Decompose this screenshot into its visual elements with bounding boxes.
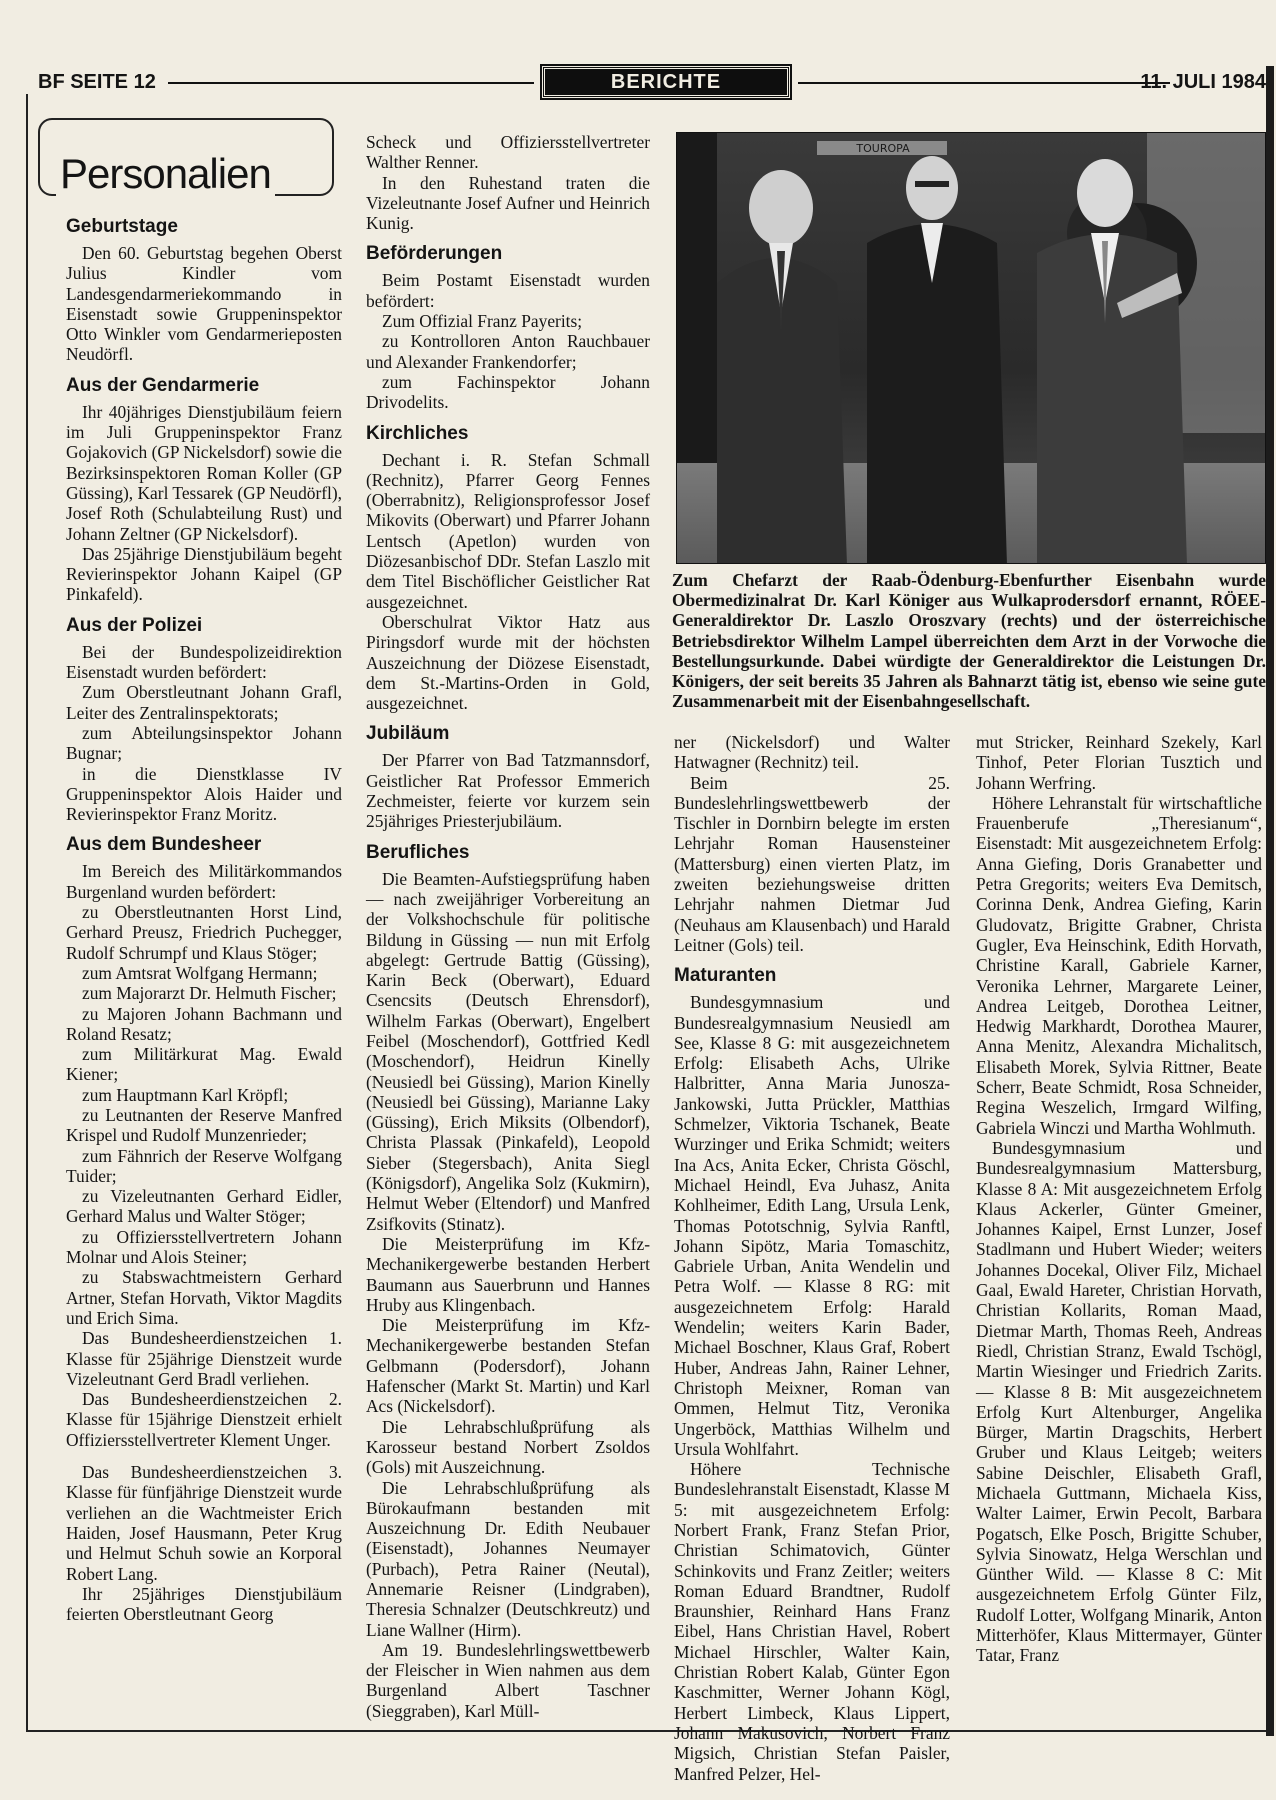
left-border-rule	[26, 94, 28, 1730]
paragraph: Das 25jährige Dienstjubiläum begeht Revierinspektor Johann Kaipel (GP Pinkafeld).	[66, 543, 342, 605]
heading-gendarmerie: Aus der Gendarmerie	[66, 374, 260, 396]
paragraph: Das Bundesheerdienstzeichen 2. Klasse für 15jährige Dienstzeit erhielt Offiziersstellvertreter Klement Unger.	[66, 1389, 342, 1450]
column-2	[366, 132, 650, 1721]
heading-berufliches: Berufliches	[366, 841, 470, 863]
paragraph: ner (Nickelsdorf) und Walter Hatwagner (Rechnitz) teil.	[674, 732, 950, 773]
paragraph: Die Lehrabschlußprüfung als Bürokaufmann bestanden mit Auszeichnung Dr. Edith Neubauer (Eisenstadt), Johannes Neumayer (Purbach), Petra Rainer (Neutal), Annemarie Reisner (Lindgraben), Theresia Schnalzer (Deutschkreutz) und Liane Wallner (Hirm).	[366, 1477, 650, 1640]
paragraph: zu Stabswachtmeistern Gerhard Artner, Stefan Horvath, Viktor Magdits und Erich Sima.	[66, 1267, 342, 1328]
paragraph: Der Pfarrer von Bad Tatzmannsdorf, Geistlicher Rat Professor Emmerich Zechmeister, feierte vor kurzem sein 25jähriges Priesterjubiläum.	[366, 750, 650, 832]
paragraph: zum Majorarzt Dr. Helmuth Fischer;	[82, 983, 337, 1004]
paragraph: zu Offiziersstellvertretern Johann Molnar und Alois Steiner;	[66, 1226, 342, 1268]
news-photo	[676, 132, 1266, 564]
paragraph: Höhere Technische Bundeslehranstalt Eisenstadt, Klasse M 5: mit ausgezeichnetem Erfolg: Norbert Frank, Franz Stefan Prior, Christian Schimatovich, Günter Schinkovits und Franz Zeitler; weiters Roman Eduard Brandtner, Rudolf Braunshier, Reinhard Hans Franz Eibel, Hans Christian Havel, Robert Michael Hirschler, Walter Kain, Christian Robert Kalab, Günter Egon Kaschmitter, Werner Johann Kögl, Herbert Limbeck, Klaus Lippert, Johann Makusovich, Norbert Franz Migsich, Christian Stefan Paisler, Manfred Pelzer, Hel-	[674, 1459, 950, 1784]
page-header	[38, 66, 1266, 100]
paragraph: in die Dienstklasse IV Gruppeninspektor Alois Haider und Revierinspektor Franz Moritz.	[66, 763, 342, 825]
paragraph: Bundesgymnasium und Bundesrealgymnasium Neusiedl am See, Klasse 8 G: mit ausgezeichnetem Erfolg: Elisabeth Achs, Ulrike Halbritter, Anna Maria Junosza-Jankowski, Jutta Prückler, Matthias Schmelzer, Viktoria Tschanek, Beate Wurzinger und Erika Schmidt; weiters Ina Acs, Anita Ecker, Christa Göschl, Michael Heindl, Eva Juhasz, Anita Kohlheimer, Edith Lang, Ursula Lenk, Thomas Pototschnig, Sylvia Ranftl, Johann Sipötz, Maria Tomaschitz, Gabriele Urban, Anita Wendelin und Petra Wolf. — Klasse 8 RG: mit ausgezeichnetem Erfolg: Harald Wendelin; weiters Karin Bader, Michael Boschner, Klaus Graf, Robert Huber, Andreas Jahn, Rainer Lehner, Christoph Meixner, Roman van Ommen, Helmut Titz, Veronika Ungerböck, Matthias Wilhelm und Ursula Wohlfahrt.	[674, 992, 950, 1459]
paragraph: zu Kontrolloren Anton Rauchbauer und Alexander Frankendorfer;	[366, 331, 650, 372]
photo-sign-text: TOUROPA	[856, 142, 910, 155]
section-title: Personalien	[56, 150, 275, 198]
paragraph: Ihr 25jähriges Dienstjubiläum feierten Oberstleutnant Georg	[66, 1583, 342, 1625]
paragraph: zu Majoren Johann Bachmann und Roland Resatz;	[66, 1003, 342, 1044]
paragraph: zum Amtsrat Wolfgang Hermann;	[82, 962, 318, 983]
section-label: BERICHTE	[542, 66, 790, 98]
heading-maturanten: Maturanten	[674, 965, 777, 987]
paragraph: zum Militärkurat Mag. Ewald Kiener;	[66, 1044, 342, 1085]
paragraph: zum Hauptmann Karl Kröpfl;	[82, 1084, 289, 1105]
heading-befoerderungen: Beförderungen	[366, 243, 503, 265]
paragraph: Beim 25. Bundeslehrlingswettbewerb der Tischler in Dornbirn belegte im ersten Lehrjahr Roman Hausensteiner (Mattersburg) einen vierten Platz, im zweiten beziehungsweise dritten Lehrjahr nahmen Dietmar Jud (Neuhaus am Klausenbach) und Harald Leitner (Gols) teil.	[674, 772, 950, 955]
bottom-border-rule	[26, 1730, 1272, 1732]
heading-polizei: Aus der Polizei	[66, 614, 203, 636]
paragraph: zu Vizeleutnanten Gerhard Eidler, Gerhard Malus und Walter Stöger;	[66, 1186, 342, 1227]
paragraph: Höhere Lehranstalt für wirtschaftliche Frauenberufe „Theresianum“, Eisenstadt: Mit ausgezeichnetem Erfolg: Anna Giefing, Doris Granabetter und Petra Gregorits; weiters Eva Demitsch, Corinna Denk, Andrea Giefing, Karin Gludovatz, Brigitte Grabner, Christa Gugler, Eva Heinschink, Edith Horvath, Christine Karall, Gabriele Karner, Veronika Lehrner, Margarete Leiner, Andrea Leitgeb, Dorothea Leitner, Hedwig Markhardt, Dorothea Maurer, Anna Menitz, Alexandra Michalitsch, Elisabeth Morek, Sylvia Rittner, Beate Scherr, Beate Schmidt, Rosa Schneider, Regina Weszelich, Irmgard Wilfing, Gabriela Winczi und Martha Wohlmuth.	[976, 792, 1262, 1138]
paragraph: Bundesgymnasium und Bundesrealgymnasium Mattersburg, Klasse 8 A: Mit ausgezeichnetem Erfolg Klaus Ackerler, Günter Gmeiner, Johannes Kaipel, Ernst Lunzer, Josef Stadlmann und Hubert Wieder; weiters Johannes Docekal, Oliver Filz, Michael Gaal, Ewald Hareter, Christian Horvath, Christian Kollarits, Roman Maad, Dietmar Marth, Thomas Reeh, Andreas Riedl, Christian Stranz, Ewald Tschögl, Martin Wiesinger und Friedrich Zarits. — Klasse 8 B: Mit ausgezeichnetem Erfolg Kurt Altenburger, Angelika Bürger, Martin Dragschits, Herbert Gruber und Klaus Leitgeb; weiters Sabine Deischler, Elisabeth Grafl, Michaela Guttmann, Michaela Kiss, Walter Laimer, Erwin Pecolt, Barbara Pogatsch, Elke Posch, Brigitte Schuber, Sylvia Sinowatz, Helga Werschlan und Günther Wild. — Klasse 8 C: Mit ausgezeichnetem Erfolg Günter Filz, Rudolf Lotter, Wolfgang Minarik, Anton Mitterhöfer, Klaus Mittermayer, Günter Tatar, Franz	[976, 1137, 1262, 1666]
issue-date: 11. JULI 1984	[1140, 71, 1266, 93]
paragraph: zu Leutnanten der Reserve Manfred Krispel und Rudolf Munzenrieder;	[66, 1104, 342, 1146]
column-4	[976, 732, 1262, 1666]
paragraph: Die Meisterprüfung im Kfz-Mechanikergewerbe bestanden Herbert Baumann aus Sauerbrunn und Hannes Hruby aus Klingenbach.	[366, 1233, 650, 1315]
paragraph: Dechant i. R. Stefan Schmall (Rechnitz), Pfarrer Georg Fennes (Oberrabnitz), Religionsprofessor Josef Mikovits (Oberwart) und Pfarrer Johann Lentsch (Apetlon) wurden von Diözesanbischof DDr. Stefan Laszlo mit dem Titel Bischöflicher Geistlicher Rat ausgezeichnet.	[366, 449, 650, 612]
paragraph: Das Bundesheerdienstzeichen 1. Klasse für 25jährige Dienstzeit wurde Vizeleutnant Gerd Bradl verliehen.	[66, 1328, 342, 1389]
photo-illustration	[677, 133, 1266, 564]
paragraph: Beim Postamt Eisenstadt wurden befördert:	[366, 270, 650, 311]
paragraph: Zum Offizial Franz Payerits;	[382, 311, 583, 332]
heading-kirchliches: Kirchliches	[366, 422, 469, 444]
paragraph: Das Bundesheerdienstzeichen 3. Klasse für fünfjährige Dienstzeit wurde verliehen an die Wachtmeister Erich Haiden, Josef Hausmann, Peter Krug und Helmut Schuh sowie an Korporal Robert Lang.	[66, 1462, 342, 1584]
heading-geburtstage: Geburtstage	[66, 216, 178, 237]
paragraph: mut Stricker, Reinhard Szekely, Karl Tinhof, Peter Florian Tusztich und Johann Werfring.	[976, 732, 1262, 793]
paragraph: Die Meisterprüfung im Kfz-Mechanikergewerbe bestanden Stefan Gelbmann (Podersdorf), Johann Hafenscher (Markt St. Martin) und Karl Acs (Nickelsdorf).	[366, 1315, 650, 1417]
heading-jubilaeum: Jubiläum	[366, 723, 450, 745]
paragraph: Die Beamten-Aufstiegsprüfung haben — nach zweijähriger Vorbereitung an der Volkshochschule für politische Bildung in Güssing — nun mit Erfolg abgelegt: Gertrude Battig (Güssing), Karin Beck (Oberwart), Eduard Csencsits (Deutsch Ehrensdorf), Wilhelm Farkas (Oberwart), Engelbert Feibel (Moschendorf), Gottfried Kedl (Moschendorf), Heidrun Kinelly (Neusiedl bei Güssing), Marion Kinelly (Neusiedl bei Güssing), Marianne Laky (Güssing), Erich Miksits (Olbendorf), Christa Plassak (Pinkafeld), Leopold Sieber (Stegersbach), Anita Siegl (Königsdorf), Angelika Solz (Kukmirn), Helmut Weber (Eltendorf) und Manfred Zsifkovits (Stinatz).	[366, 868, 650, 1234]
paragraph: zum Fähnrich der Reserve Wolfgang Tuider;	[66, 1145, 342, 1186]
paragraph: Bei der Bundespolizeidirektion Eisenstadt wurden befördert:	[66, 641, 342, 683]
paragraph: In den Ruhestand traten die Vizeleutnante Josef Aufner und Heinrich Kunig.	[366, 172, 650, 234]
column-1	[66, 216, 342, 1624]
paragraph: Oberschulrat Viktor Hatz aus Piringsdorf wurde mit der höchsten Auszeichnung der Diözese Eisenstadt, dem St.-Martins-Orden in Gold, ausgezeichnet.	[366, 611, 650, 714]
spacer	[66, 1450, 342, 1462]
header-rule-left	[168, 82, 534, 84]
heading-bundesheer: Aus dem Bundesheer	[66, 834, 262, 856]
paragraph: Den 60. Geburtstag begehen Oberst Julius Kindler vom Landesgendarmeriekommando in Eisenstadt sowie Gruppeninspektor Otto Winkler vom Gendarmerieposten Neudörfl.	[66, 243, 342, 365]
column-3	[674, 732, 950, 1784]
paragraph: Ihr 40jähriges Dienstjubiläum feiern im Juli Gruppeninspektor Franz Gojakovich (GP Nickelsdorf) sowie die Bezirksinspektoren Roman Koller (GP Güssing), Karl Tessarek (GP Neudörfl), Josef Roth (Schulabteilung Rust) und Johann Zeltner (GP Nickelsdorf).	[66, 401, 343, 544]
right-page-edge	[1266, 66, 1274, 1736]
page-number: BF SEITE 12	[38, 71, 156, 93]
paragraph: Scheck und Offiziersstellvertreter Walther Renner.	[366, 132, 650, 173]
header-rule-right	[798, 82, 1170, 84]
paragraph: Zum Oberstleutnant Johann Grafl, Leiter des Zentralinspektorats;	[66, 682, 342, 723]
paragraph: zum Abteilungsinspektor Johann Bugnar;	[66, 722, 342, 764]
paragraph: Im Bereich des Militärkommandos Burgenland wurden befördert:	[66, 861, 342, 902]
paragraph: zum Fachinspektor Johann Drivodelits.	[366, 371, 650, 413]
paragraph: zu Oberstleutnanten Horst Lind, Gerhard Preusz, Friedrich Puchegger, Rudolf Schrumpf und Klaus Stöger;	[66, 902, 342, 963]
paragraph: Die Lehrabschlußprüfung als Karosseur bestand Norbert Zsoldos (Gols) mit Auszeichnung.	[366, 1416, 650, 1478]
paragraph: Am 19. Bundeslehrlingswettbewerb der Fleischer in Wien nahmen aus dem Burgenland Albert Taschner (Sieggraben), Karl Müll-	[366, 1639, 650, 1721]
photo-caption: Zum Chefarzt der Raab-Ödenburg-Ebenfurther Eisenbahn wurde Obermedizinalrat Dr. Karl Königer aus Wulkaprodersdorf ernannt, RÖEE-Generaldirektor Dr. Laszlo Oroszvary (rechts) und der österreichische Betriebsdirektor Wilhelm Lampel überreichten dem Arzt in der Vorwoche die Bestellungsurkunde. Dabei würdigte der Generaldirektor die Leistungen Dr. Königers, der seit bereits 35 Jahren als Bahnarzt tätig ist, ebenso wie seine gute Zusammenarbeit mit der Eisenbahngesellschaft.	[672, 570, 1266, 712]
